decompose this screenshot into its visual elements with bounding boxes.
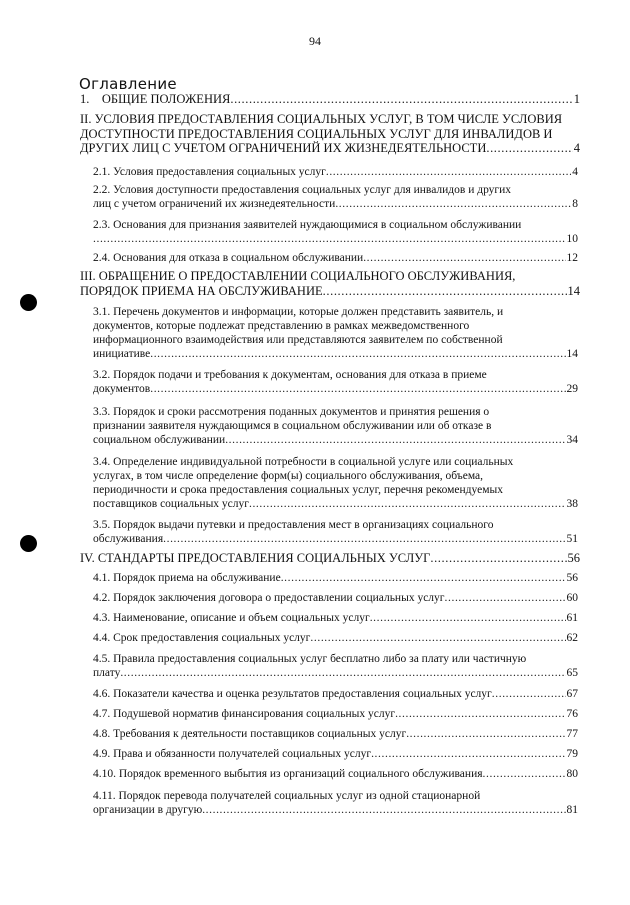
toc-entry <box>93 405 578 447</box>
dot-leader <box>445 591 566 605</box>
toc-page-number: 51 <box>566 533 578 545</box>
dot-leader <box>150 347 565 361</box>
toc-page-number: 79 <box>566 748 578 760</box>
toc-entry <box>93 518 578 546</box>
toc-page-number: 14 <box>566 348 578 360</box>
toc-page-number: 14 <box>567 283 580 298</box>
toc-page-number: 56 <box>567 551 580 565</box>
toc-entry <box>93 767 578 781</box>
toc-entry-text: 4.9. Права и обязанности получателей социальных услуг <box>93 748 372 760</box>
toc-entry-text: 3.4. Определение индивидуальной потребности в социальной услуге или социальных <box>93 456 514 468</box>
toc-entry-text: 2.3. Основания для признания заявителей нуждающимися в социальном обслуживании <box>93 219 522 231</box>
toc-entry-text: 4.8. Требования к деятельности поставщиков социальных услуг <box>93 728 407 740</box>
toc-entry-text: плату <box>93 667 121 679</box>
toc-entry <box>80 551 580 566</box>
dot-leader <box>483 767 566 781</box>
toc-entry-text: услугах, в том числе определение форм(ы) социального обслуживания, объема, <box>93 470 484 482</box>
page-number: 94 <box>309 34 321 48</box>
toc-entry-text: 3.5. Порядок выдачи путевки и предоставления мест в организациях социального <box>93 519 494 531</box>
toc-entry-text: 4.3. Наименование, описание и объем социальных услуг <box>93 612 370 624</box>
toc-title: Оглавление <box>79 75 177 93</box>
toc-entry-text: поставщиков социальных услуг <box>93 498 249 510</box>
toc-entry <box>93 707 578 721</box>
toc-page-number: 56 <box>566 572 578 584</box>
toc-page-number: 76 <box>566 708 578 720</box>
dot-leader <box>323 284 567 299</box>
toc-entry <box>93 183 578 211</box>
toc-entry <box>93 368 578 396</box>
toc-entry-text: обслуживания <box>93 533 164 545</box>
dot-leader <box>202 803 565 817</box>
toc-entry-text: организации в другую <box>93 804 203 816</box>
dot-leader <box>120 666 565 680</box>
toc-entry-text: документов <box>93 383 151 395</box>
toc-page-number: 8 <box>572 198 578 210</box>
toc-entry-text: 1. ОБЩИЕ ПОЛОЖЕНИЯ <box>80 92 231 106</box>
dot-leader <box>486 141 572 156</box>
toc-entry-text: 3.3. Порядок и сроки рассмотрения поданных документов и принятия решения о <box>93 406 490 418</box>
dot-leader <box>163 532 565 546</box>
toc-page-number: 65 <box>566 667 578 679</box>
toc-entry-text: 4.10. Порядок временного выбытия из организаций социального обслуживания <box>93 768 483 780</box>
dot-leader <box>281 571 566 585</box>
dot-leader <box>230 92 572 107</box>
toc-entry-text: IV. СТАНДАРТЫ ПРЕДОСТАВЛЕНИЯ СОЦИАЛЬНЫХ УСЛУГ <box>80 551 431 565</box>
dot-leader <box>310 631 565 645</box>
dot-leader <box>249 497 566 511</box>
toc-entry-text: информационного взаимодействия или представляются заявителем по собственной <box>93 334 503 346</box>
toc-entry <box>80 269 580 298</box>
dot-leader <box>363 251 565 265</box>
toc-entry <box>93 305 578 361</box>
toc-page-number: 4 <box>572 166 578 178</box>
toc-entry-text: 3.1. Перечень документов и информации, которые должен представить заявитель, и <box>93 306 504 318</box>
toc-page-number: 29 <box>566 383 578 395</box>
toc-entry-text: 4.1. Порядок приема на обслуживание <box>93 572 281 584</box>
toc-entry-text: 4.5. Правила предоставления социальных услуг бесплатно либо за плату или частичную <box>93 653 527 665</box>
toc-entry-text: II. УСЛОВИЯ ПРЕДОСТАВЛЕНИЯ СОЦИАЛЬНЫХ УСЛУГ, В ТОМ ЧИСЛЕ УСЛОВИЯ <box>80 112 563 126</box>
toc-entry <box>80 92 580 107</box>
dot-leader <box>326 165 571 179</box>
toc-entry-text: III. ОБРАЩЕНИЕ О ПРЕДОСТАВЛЕНИИ СОЦИАЛЬНОГО ОБСЛУЖИВАНИЯ, <box>80 269 516 283</box>
toc-entry <box>93 727 578 741</box>
toc-entry-text: периодичности и срока предоставления социальных услуг, перечня рекомендуемых <box>93 484 503 496</box>
toc-entry-text: 4.2. Порядок заключения договора о предоставлении социальных услуг <box>93 592 445 604</box>
toc-entry-text: лиц с учетом ограничений их жизнедеятельности <box>93 198 336 210</box>
toc-entry-text: документов, которые подлежат представлению в рамках межведомственного <box>93 320 470 332</box>
toc-entry <box>93 455 578 511</box>
toc-page-number: 80 <box>566 768 578 780</box>
toc-entry-text: ДОСТУПНОСТИ ПРЕДОСТАВЛЕНИЯ СОЦИАЛЬНЫХ УСЛУГ ДЛЯ ИНВАЛИДОВ И <box>80 126 553 141</box>
toc-entry-text: 2.4. Основания для отказа в социальном обслуживании <box>93 252 364 264</box>
toc-page-number: 4 <box>573 141 580 155</box>
toc-entry-text: 2.2. Условия доступности предоставления социальных услуг для инвалидов и других <box>93 184 512 196</box>
dot-leader <box>225 433 565 447</box>
toc-entry <box>93 652 578 680</box>
toc-entry-text: 4.7. Подушевой норматив финансирования социальных услуг <box>93 708 396 720</box>
dot-leader <box>93 232 566 246</box>
toc-entry <box>93 165 578 179</box>
dot-leader <box>371 747 565 761</box>
toc-page-number: 10 <box>566 233 578 245</box>
toc-page-number: 81 <box>566 804 578 816</box>
toc-page-number: 62 <box>566 632 578 644</box>
toc-entry-text: ПОРЯДОК ПРИЕМА НА ОБСЛУЖИВАНИЕ <box>80 283 323 298</box>
toc-page-number: 60 <box>566 592 578 604</box>
toc-entry-text: 4.4. Срок предоставления социальных услуг <box>93 632 311 644</box>
toc-entry-text: 2.1. Условия предоставления социальных услуг <box>93 166 326 178</box>
toc-page-number: 12 <box>566 252 578 264</box>
toc-entry <box>93 251 578 265</box>
toc-page-number: 77 <box>566 728 578 740</box>
toc-entry <box>93 571 578 585</box>
toc-entry <box>93 218 578 246</box>
toc-entry <box>93 789 578 817</box>
toc-entry-text: 4.6. Показатели качества и оценка результатов предоставления социальных услуг <box>93 688 492 700</box>
toc-entry-text: 3.2. Порядок подачи и требования к документам, основания для отказа в приеме <box>93 369 487 381</box>
toc-page-number: 34 <box>566 434 578 446</box>
toc-page-number: 38 <box>566 498 578 510</box>
toc-page-number: 67 <box>566 688 578 700</box>
dot-leader <box>150 382 565 396</box>
toc-entry-text: социальном обслуживании <box>93 434 226 446</box>
toc-page-number: 61 <box>566 612 578 624</box>
toc-entry-text: инициативе <box>93 348 151 360</box>
toc-entry-text: ДРУГИХ ЛИЦ С УЧЕТОМ ОГРАНИЧЕНИЙ ИХ ЖИЗНЕДЕЯТЕЛЬНОСТИ <box>80 141 487 155</box>
dot-leader <box>430 551 566 566</box>
dot-leader <box>492 687 566 701</box>
dot-leader <box>395 707 565 721</box>
dot-leader <box>370 611 566 625</box>
toc-page-number: 1 <box>573 92 580 106</box>
dot-leader <box>406 727 565 741</box>
toc-entry <box>93 747 578 761</box>
toc-entry <box>93 687 578 701</box>
toc-entry-text: 4.11. Порядок перевода получателей социальных услуг из одной стационарной <box>93 790 481 802</box>
dot-leader <box>335 197 571 211</box>
toc-entry-text: признании заявителя нуждающимся в социальном обслуживании или об отказе в <box>93 420 492 432</box>
toc-entry <box>80 112 580 156</box>
toc-entry <box>93 611 578 625</box>
toc-entry <box>93 591 578 605</box>
toc-entry <box>93 631 578 645</box>
